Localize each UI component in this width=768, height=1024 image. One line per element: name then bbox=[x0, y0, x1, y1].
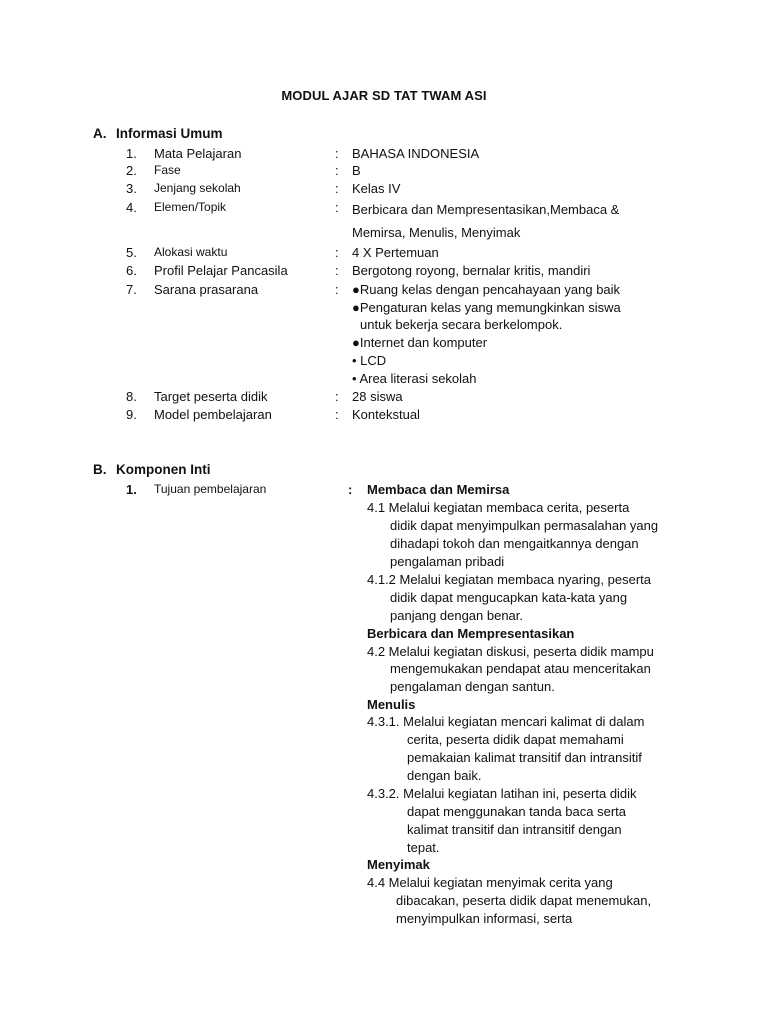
row-colon: : bbox=[335, 245, 339, 260]
row-value: B bbox=[352, 163, 361, 178]
row-number: 8. bbox=[126, 389, 137, 404]
row-number: 2. bbox=[126, 163, 137, 178]
objective-line: kalimat transitif dan intransitif dengan bbox=[407, 822, 622, 837]
row-colon: : bbox=[348, 482, 353, 497]
row-label: Jenjang sekolah bbox=[154, 181, 241, 195]
row-value: 28 siswa bbox=[352, 389, 403, 404]
row-colon: : bbox=[335, 282, 339, 297]
row-value: 4 X Pertemuan bbox=[352, 245, 439, 260]
row-value: BAHASA INDONESIA bbox=[352, 146, 480, 161]
row-value-continued: Memirsa, Menulis, Menyimak bbox=[352, 225, 521, 240]
sarana-item: • Area literasi sekolah bbox=[352, 371, 477, 386]
row-label: Alokasi waktu bbox=[154, 245, 228, 259]
section-b-letter: B. bbox=[93, 462, 107, 477]
sarana-item: • LCD bbox=[352, 353, 387, 368]
row-colon: : bbox=[335, 263, 339, 278]
objective-line: tepat. bbox=[407, 840, 440, 855]
row-label: Sarana prasarana bbox=[154, 282, 259, 297]
row-colon: : bbox=[335, 146, 339, 161]
row-number: 6. bbox=[126, 263, 137, 278]
objective-line: pemakaian kalimat transitif dan intransitif bbox=[407, 750, 642, 765]
objective-line: 4.4 Melalui kegiatan menyimak cerita yang bbox=[367, 875, 613, 890]
objective-line: dihadapi tokoh dan mengaitkannya dengan bbox=[390, 536, 639, 551]
sarana-item-continued: untuk bekerja secara berkelompok. bbox=[360, 317, 563, 332]
subheading-menulis: Menulis bbox=[367, 697, 416, 712]
sarana-item: ●Ruang kelas dengan pencahayaan yang baik bbox=[352, 282, 621, 297]
objective-line: 4.2 Melalui kegiatan diskusi, peserta didik mampu bbox=[367, 644, 654, 659]
objective-line: dapat menggunakan tanda baca serta bbox=[407, 804, 627, 819]
row-number: 1. bbox=[126, 146, 137, 161]
objective-line: pengalaman pribadi bbox=[390, 554, 505, 569]
objective-line: 4.1.2 Melalui kegiatan membaca nyaring, peserta bbox=[367, 572, 651, 587]
row-label: Target peserta didik bbox=[154, 389, 268, 404]
objective-line: dengan baik. bbox=[407, 768, 482, 783]
row-colon: : bbox=[335, 200, 339, 215]
row-label: Mata Pelajaran bbox=[154, 146, 242, 161]
row-label: Profil Pelajar Pancasila bbox=[154, 263, 288, 278]
row-value: Kontekstual bbox=[352, 407, 420, 422]
objective-line: 4.3.2. Melalui kegiatan latihan ini, peserta didik bbox=[367, 786, 637, 801]
sarana-item: ●Internet dan komputer bbox=[352, 335, 488, 350]
section-a-letter: A. bbox=[93, 126, 107, 141]
row-label: Fase bbox=[154, 163, 181, 177]
row-number: 9. bbox=[126, 407, 137, 422]
row-value: Kelas IV bbox=[352, 181, 401, 196]
subheading-membaca: Membaca dan Memirsa bbox=[367, 482, 510, 497]
objective-line: mengemukakan pendapat atau menceritakan bbox=[390, 661, 651, 676]
objective-line: didik dapat mengucapkan kata-kata yang bbox=[390, 590, 628, 605]
section-a-heading: Informasi Umum bbox=[116, 126, 223, 141]
row-colon: : bbox=[335, 407, 339, 422]
row-value: Bergotong royong, bernalar kritis, mandiri bbox=[352, 263, 591, 278]
row-number: 3. bbox=[126, 181, 137, 196]
row-label: Elemen/Topik bbox=[154, 200, 227, 214]
row-colon: : bbox=[335, 389, 339, 404]
objective-line: dibacakan, peserta didik dapat menemukan, bbox=[396, 893, 652, 908]
row-colon: : bbox=[335, 181, 339, 196]
objective-line: didik dapat menyimpulkan permasalahan yang bbox=[390, 518, 659, 533]
document-title: MODUL AJAR SD TAT TWAM ASI bbox=[281, 88, 487, 103]
row-colon: : bbox=[335, 163, 339, 178]
row-number: 1. bbox=[126, 482, 137, 497]
objective-line: panjang dengan benar. bbox=[390, 608, 524, 623]
objective-line: cerita, peserta didik dapat memahami bbox=[407, 732, 624, 747]
objective-line: pengalaman dengan santun. bbox=[390, 679, 555, 694]
section-b-heading: Komponen Inti bbox=[116, 462, 211, 477]
row-number: 7. bbox=[126, 282, 137, 297]
objective-line: 4.3.1. Melalui kegiatan mencari kalimat di dalam bbox=[367, 714, 645, 729]
row-label: Model pembelajaran bbox=[154, 407, 272, 422]
subheading-berbicara: Berbicara dan Mempresentasikan bbox=[367, 626, 575, 641]
sarana-item: ●Pengaturan kelas yang memungkinkan siswa bbox=[352, 300, 621, 315]
objective-line: 4.1 Melalui kegiatan membaca cerita, peserta bbox=[367, 500, 630, 515]
row-value: Berbicara dan Mempresentasikan,Membaca & bbox=[352, 202, 620, 217]
objective-line: menyimpulkan informasi, serta bbox=[396, 911, 573, 926]
row-number: 4. bbox=[126, 200, 137, 215]
row-label: Tujuan pembelajaran bbox=[154, 482, 267, 496]
row-number: 5. bbox=[126, 245, 137, 260]
subheading-menyimak: Menyimak bbox=[367, 857, 430, 872]
